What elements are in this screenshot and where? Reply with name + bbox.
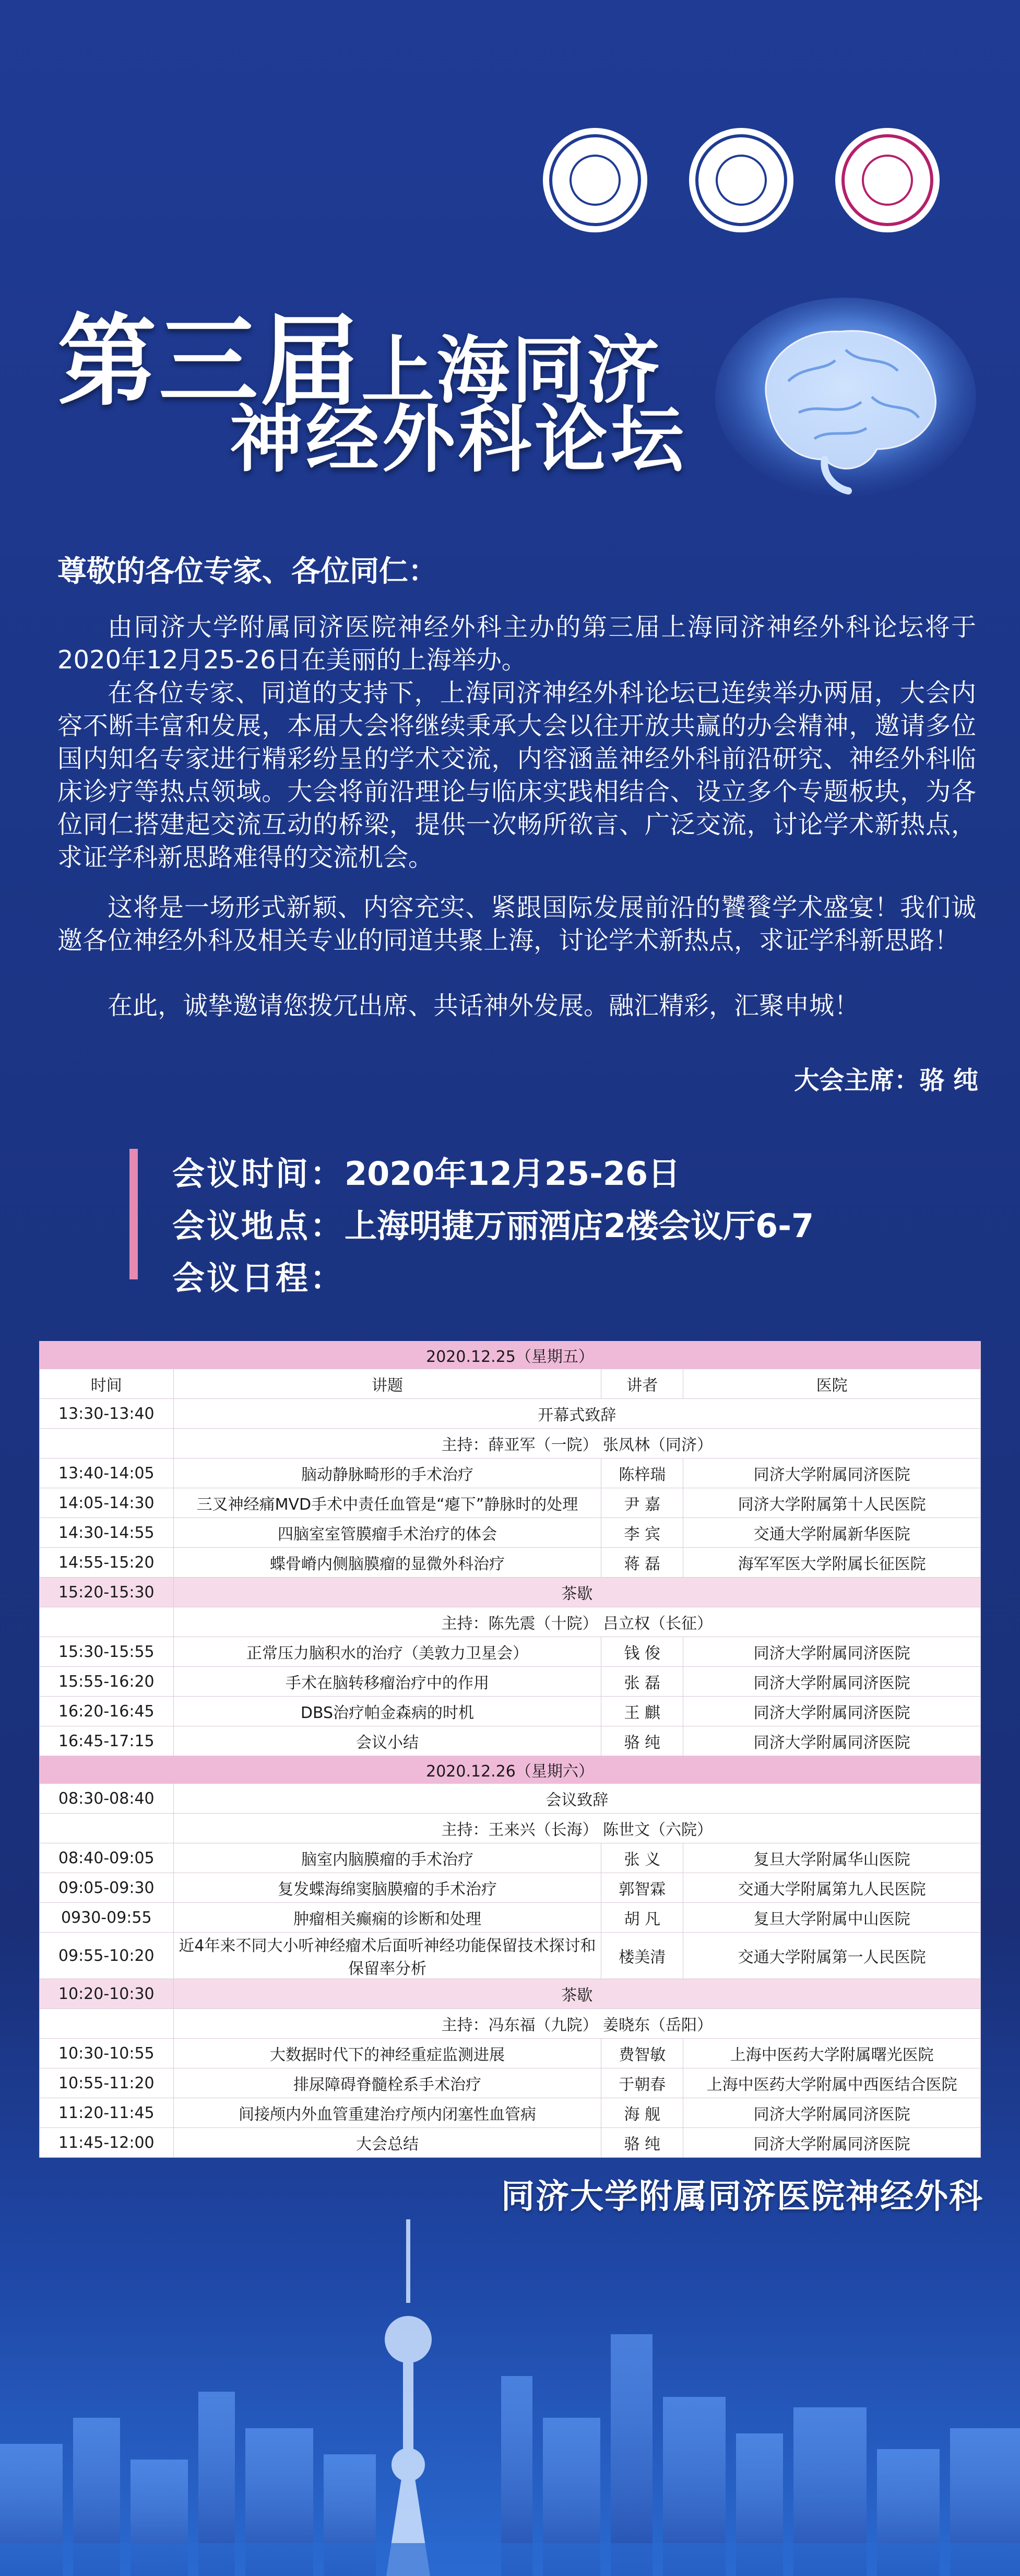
meeting-schedule [172, 1252, 345, 1299]
cell-time: 08:30-08:40 [40, 1784, 174, 1814]
table-row [40, 1637, 981, 1667]
cell-hospital: 同济大学附属同济医院 [683, 2128, 981, 2158]
table-row [40, 2098, 981, 2128]
cell-topic: 正常压力脑积水的治疗（美敦力卫星会） [173, 1637, 601, 1667]
meeting-place-label: 会议地点： [172, 1207, 345, 1245]
col-header-hospital: 医院 [683, 1369, 981, 1399]
table-row [40, 1518, 981, 1548]
cell-hospital: 同济大学附属第十人民医院 [683, 1488, 981, 1518]
cell-topic: DBS治疗帕金森病的时机 [173, 1697, 601, 1726]
cell-speaker: 张 磊 [601, 1667, 683, 1697]
host-row [40, 1814, 981, 1843]
col-header-time: 时间 [40, 1369, 174, 1399]
title-small: 上海同济 [361, 328, 662, 414]
cell-topic: 大数据时代下的神经重症监测进展 [173, 2039, 601, 2068]
meeting-time-label: 会议时间： [172, 1155, 345, 1193]
cell-topic: 蝶骨嵴内侧脑膜瘤的显微外科治疗 [173, 1548, 601, 1578]
cell-hospital: 上海中医药大学附属曙光医院 [683, 2039, 981, 2068]
cell-speaker: 费智敏 [601, 2039, 683, 2068]
break-row [40, 1578, 981, 1607]
cell-time: 16:20-16:45 [40, 1697, 174, 1726]
cell-time: 14:05-14:30 [40, 1488, 174, 1518]
cell-time: 15:55-16:20 [40, 1667, 174, 1697]
cell-speaker: 张 义 [601, 1843, 683, 1873]
cell-time: 15:20-15:30 [40, 1578, 174, 1607]
table-row [40, 1458, 981, 1488]
table-row [40, 1903, 981, 1933]
table-row [40, 1873, 981, 1903]
host-row [40, 1429, 981, 1458]
cell-speaker: 李 宾 [601, 1518, 683, 1548]
table-row [40, 2128, 981, 2158]
tower-icon [385, 2219, 432, 2576]
cell-hospital: 同济大学附属同济医院 [683, 1458, 981, 1488]
schedule-table [39, 1341, 981, 2158]
title-big: 第三届 [57, 303, 362, 419]
brain-icon [710, 292, 981, 501]
cell-speaker: 骆 纯 [601, 1726, 683, 1756]
cell-event: 开幕式致辞 [173, 1399, 980, 1429]
column-header-row [40, 1369, 981, 1399]
cell-time: 15:30-15:55 [40, 1637, 174, 1667]
cell-speaker: 蒋 磊 [601, 1548, 683, 1578]
meeting-time-value: 2020年12月25-26日 [345, 1155, 681, 1193]
cell-speaker: 郭智霖 [601, 1873, 683, 1903]
paragraph-4: 在此，诚挚邀请您拨冗出席、共话神外发展。融汇精彩，汇聚申城！ [108, 991, 860, 1020]
cell-time: 13:40-14:05 [40, 1458, 174, 1488]
col-header-topic: 讲题 [173, 1369, 601, 1399]
skyline-icon [0, 2219, 1020, 2576]
cell-topic: 大会总结 [173, 2128, 601, 2158]
cell-hospital: 同济大学附属同济医院 [683, 1667, 981, 1697]
cell-topic: 排尿障碍脊髓栓系手术治疗 [173, 2068, 601, 2098]
cell-speaker: 海 舰 [601, 2098, 683, 2128]
cell-topic: 脑室内脑膜瘤的手术治疗 [173, 1843, 601, 1873]
cell-topic: 会议小结 [173, 1726, 601, 1756]
cell-topic: 四脑室室管膜瘤手术治疗的体会 [173, 1518, 601, 1548]
cell-hospital: 同济大学附属同济医院 [683, 1637, 981, 1667]
table-row [40, 1548, 981, 1578]
cell-time: 10:20-10:30 [40, 1979, 174, 2009]
cell-topic: 近4年来不同大小听神经瘤术后面听神经功能保留技术探讨和保留率分析 [173, 1933, 601, 1979]
table-row [40, 2039, 981, 2068]
paragraph-3: 这将是一场形式新颖、内容充实、紧跟国际发展前沿的饕餮学术盛宴！我们诚邀各位神经外科及相关专业的同道共聚上海，讨论学术新热点，求证学科新思路！ [57, 893, 976, 955]
greeting: 尊敬的各位专家、各位同仁： [57, 555, 437, 589]
cell-hospital: 复旦大学附属华山医院 [683, 1843, 981, 1873]
cell-topic: 手术在脑转移瘤治疗中的作用 [173, 1667, 601, 1697]
cell-topic: 肿瘤相关癫痫的诊断和处理 [173, 1903, 601, 1933]
cell-topic: 间接颅内外血管重建治疗颅内闭塞性血管病 [173, 2098, 601, 2128]
cell-time: 0930-09:55 [40, 1903, 174, 1933]
table-row [40, 1488, 981, 1518]
cell-topic: 复发蝶海绵窦脑膜瘤的手术治疗 [173, 1873, 601, 1903]
meeting-time [172, 1148, 680, 1194]
col-header-speaker: 讲者 [601, 1369, 683, 1399]
cell-time: 09:05-09:30 [40, 1873, 174, 1903]
meeting-place-value: 上海明捷万丽酒店2楼会议厅6-7 [345, 1207, 814, 1245]
cell-hospital: 交通大学附属第一人民医院 [683, 1933, 981, 1979]
cell-hospital: 复旦大学附属中山医院 [683, 1903, 981, 1933]
cell-topic: 脑动静脉畸形的手术治疗 [173, 1458, 601, 1488]
page-title-line2: 神经外科论坛 [230, 397, 687, 483]
cell-time: 09:55-10:20 [40, 1933, 174, 1979]
day-header: 2020.12.25（星期五） [40, 1342, 981, 1369]
department-name: 同济大学附属同济医院神经外科 [501, 2178, 983, 2216]
table-row [40, 2068, 981, 2098]
cell-host: 主持：薛亚军（一院） 张凤林（同济） [173, 1429, 980, 1458]
cell-speaker: 胡 凡 [601, 1903, 683, 1933]
table-row [40, 1784, 981, 1814]
cell-time: 11:20-11:45 [40, 2098, 174, 2128]
table-row [40, 1667, 981, 1697]
cell-hospital: 海军军医大学附属长征医院 [683, 1548, 981, 1578]
neurosurgery-society-logo [835, 128, 940, 232]
cell-speaker: 骆 纯 [601, 2128, 683, 2158]
host-row [40, 2009, 981, 2039]
cell-time: 08:40-09:05 [40, 1843, 174, 1873]
day-header-row [40, 1342, 981, 1369]
cell-host: 主持：冯东福（九院） 姜晓东（岳阳） [173, 2009, 980, 2039]
tongji-hospital-logo [689, 128, 793, 232]
cell-speaker: 于朝春 [601, 2068, 683, 2098]
cell-speaker: 楼美清 [601, 1933, 683, 1979]
meeting-place [172, 1200, 814, 1246]
cell-hospital: 同济大学附属同济医院 [683, 2098, 981, 2128]
day-header: 2020.12.26（星期六） [40, 1756, 981, 1784]
table-row [40, 1933, 981, 1979]
cell-hospital: 上海中医药大学附属中西医结合医院 [683, 2068, 981, 2098]
meeting-schedule-label: 会议日程： [172, 1259, 345, 1297]
break-row [40, 1979, 981, 2009]
paragraph-2: 在各位专家、同道的支持下，上海同济神经外科论坛已连续举办两届，大会内容不断丰富和发展，本届大会将继续秉承大会以往开放共赢的办会精神，邀请多位国内知名专家进行精彩纷呈的学术交流，内容涵盖神经外科前沿研究、神经外科临床诊疗等热点领域。大会将前沿理论与临床实践相结合、设立多个专题板块，为各位同仁搭建起交流互动的桥梁，提供一次畅所欲言、广泛交流，讨论学术新热点，求证学科新思路难得的交流机会。 [57, 678, 976, 872]
cell-time: 14:55-15:20 [40, 1548, 174, 1578]
cell-speaker: 王 麒 [601, 1697, 683, 1726]
cell-host: 主持：陈先震（十院） 吕立权（长征） [173, 1607, 980, 1637]
cell-hospital: 同济大学附属同济医院 [683, 1697, 981, 1726]
cell-time: 14:30-14:55 [40, 1518, 174, 1548]
cell-time: 11:45-12:00 [40, 2128, 174, 2158]
table-row [40, 1697, 981, 1726]
cell-event: 会议致辞 [173, 1784, 980, 1814]
logo-core [716, 155, 767, 206]
cell-time: 13:30-13:40 [40, 1399, 174, 1429]
cell-speaker: 陈梓瑞 [601, 1458, 683, 1488]
table-row [40, 1843, 981, 1873]
cell-host: 主持：王来兴（长海） 陈世文（六院） [173, 1814, 980, 1843]
logo-core [862, 155, 913, 206]
tongji-university-logo [543, 128, 647, 232]
cell-time: 10:30-10:55 [40, 2039, 174, 2068]
cell-hospital: 交通大学附属新华医院 [683, 1518, 981, 1548]
cell-time: 10:55-11:20 [40, 2068, 174, 2098]
info-accent-bar [129, 1149, 138, 1279]
cell-break: 茶歇 [173, 1578, 980, 1607]
cell-speaker: 钱 俊 [601, 1637, 683, 1667]
paragraph-1: 由同济大学附属同济医院神经外科主办的第三届上海同济神经外科论坛将于2020年12月25-26日在美丽的上海举办。 [57, 613, 976, 675]
cell-speaker: 尹 嘉 [601, 1488, 683, 1518]
cell-topic: 三叉神经痛MVD手术中责任血管是“瘪下”静脉时的处理 [173, 1488, 601, 1518]
day-header-row [40, 1756, 981, 1784]
table-row [40, 1726, 981, 1756]
chair-signature: 大会主席：骆 纯 [794, 1066, 978, 1095]
host-row [40, 1607, 981, 1637]
table-row [40, 1399, 981, 1429]
cell-break: 茶歇 [173, 1979, 980, 2009]
logo-core [570, 155, 621, 206]
cell-hospital: 交通大学附属第九人民医院 [683, 1873, 981, 1903]
cell-time: 16:45-17:15 [40, 1726, 174, 1756]
cell-hospital: 同济大学附属同济医院 [683, 1726, 981, 1756]
